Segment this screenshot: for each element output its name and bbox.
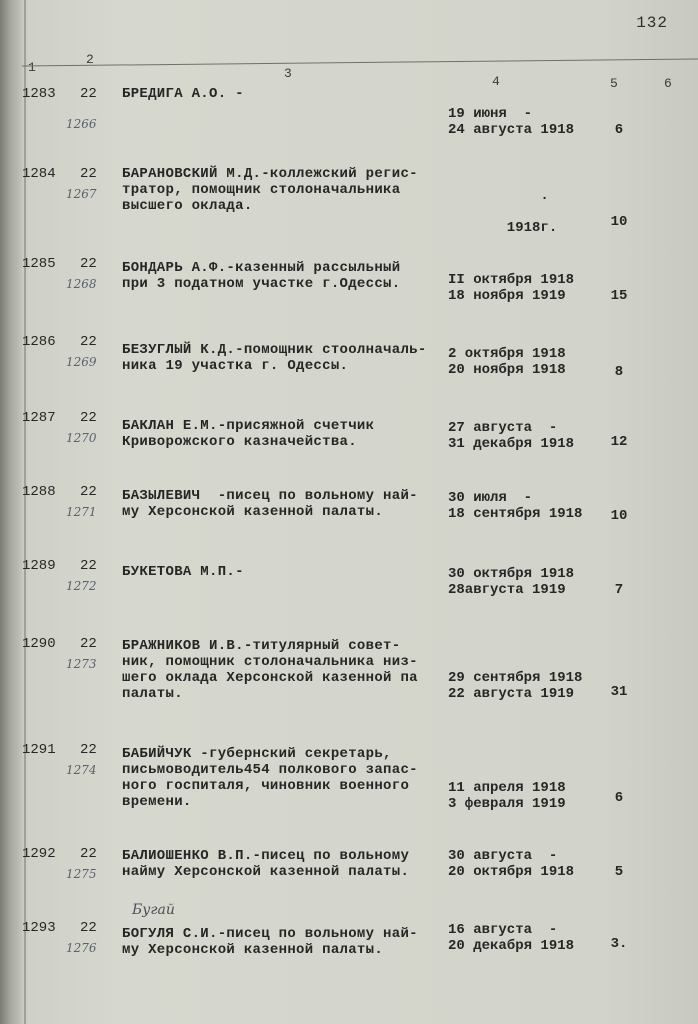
- inventory-number: 1274: [66, 763, 97, 777]
- record-description: БАЛИОШЕНКО В.П.-писец по вольному найму Херсонской казенной палаты.: [122, 848, 410, 880]
- inventory-number: 1272: [66, 579, 97, 593]
- sheet-count: 15: [610, 288, 628, 304]
- inventory-number: 1271: [66, 505, 97, 519]
- inventory-number: 1275: [66, 867, 97, 881]
- record-number: 1288: [22, 484, 56, 500]
- fond-number: 22: [80, 920, 97, 936]
- column-header-6: 6: [664, 76, 672, 91]
- record-description: БУКЕТОВА М.П.-: [122, 564, 244, 580]
- record-description: БАРАНОВСКИЙ М.Д.-коллежский регис- тратор, помощник столоначальника высшего оклада.: [122, 166, 418, 214]
- sheet-count: 10: [610, 508, 628, 524]
- fond-number: 22: [80, 636, 97, 652]
- record-description: БРАЖНИКОВ И.В.-титулярный совет- ник, помощник столоначальника низ- шего оклада Херсонской казенной па палаты.: [122, 638, 418, 702]
- sheet-count: 12: [610, 434, 628, 450]
- margin-line: [24, 0, 26, 1024]
- fond-number: 22: [80, 334, 97, 350]
- record-dates: 30 августа - 20 октября 1918: [448, 848, 575, 880]
- inventory-number: 1269: [66, 355, 97, 369]
- record-number: 1287: [22, 410, 56, 426]
- record-number: 1292: [22, 846, 56, 862]
- record-dates: . 1918г.: [506, 188, 558, 236]
- column-header-2: 2: [86, 52, 94, 67]
- record-number: 1290: [22, 636, 56, 652]
- fond-number: 22: [80, 558, 97, 574]
- fond-number: 22: [80, 256, 97, 272]
- sheet-count: 3.: [610, 936, 628, 952]
- fond-number: 22: [80, 86, 97, 102]
- sheet-count: 10: [610, 214, 628, 230]
- inventory-number: 1266: [66, 117, 97, 131]
- record-number: 1286: [22, 334, 56, 350]
- record-dates: 19 июня - 24 августа 1918: [448, 106, 575, 138]
- record-description: БОНДАРЬ А.Ф.-казенный рассыльный при 3 податном участке г.Одессы.: [122, 260, 401, 292]
- sheet-count: 6: [614, 790, 624, 806]
- record-description: БРЕДИГА А.О. -: [122, 86, 244, 102]
- record-description: БЕЗУГЛЫЙ К.Д.-помощник стоолначаль- ника 19 участка г. Одессы.: [122, 342, 427, 374]
- sheet-count: 5: [614, 864, 624, 880]
- record-dates: 11 апреля 1918 3 февраля 1919: [448, 780, 566, 812]
- record-dates: 2 октября 1918 20 ноября 1918: [448, 346, 566, 378]
- sheet-count: 7: [614, 582, 624, 598]
- record-dates: II октября 1918 18 ноября 1919: [448, 272, 575, 304]
- page-number: 132: [636, 14, 668, 32]
- inventory-number: 1276: [66, 941, 97, 955]
- record-dates: 27 августа - 31 декабря 1918: [448, 420, 575, 452]
- fond-number: 22: [80, 166, 97, 182]
- record-description: БАКЛАН Е.М.-присяжной счетчик Криворожского казначейства.: [122, 418, 375, 450]
- column-header-1: 1: [28, 60, 36, 75]
- sheet-count: 6: [614, 122, 624, 138]
- sheet-count: 8: [614, 364, 624, 380]
- sheet-count: 31: [610, 684, 628, 700]
- record-number: 1293: [22, 920, 56, 936]
- column-header-5: 5: [610, 76, 618, 91]
- record-description: БАЗЫЛЕВИЧ -писец по вольному най- му Херсонской казенной палаты.: [122, 488, 418, 520]
- header-rule: [22, 58, 698, 66]
- record-description: БАБИЙЧУК -губернский секретарь, письмоводитель454 полкового запас- ного госпиталя, чиновник военного времени.: [122, 746, 418, 810]
- record-number: 1285: [22, 256, 56, 272]
- inventory-number: 1273: [66, 657, 97, 671]
- column-header-4: 4: [492, 74, 500, 89]
- inventory-number: 1270: [66, 431, 97, 445]
- inventory-number: 1267: [66, 187, 97, 201]
- fond-number: 22: [80, 742, 97, 758]
- record-dates: 29 сентября 1918 22 августа 1919: [448, 670, 583, 702]
- binding-edge: [0, 0, 22, 1024]
- record-description: БОГУЛЯ С.И.-писец по вольному най- му Херсонской казенной палаты.: [122, 926, 418, 958]
- record-number: 1283: [22, 86, 56, 102]
- column-header-3: 3: [284, 66, 292, 81]
- record-dates: 30 октября 1918 28августа 1919: [448, 566, 575, 598]
- record-dates: 30 июля - 18 сентября 1918: [448, 490, 583, 522]
- fond-number: 22: [80, 846, 97, 862]
- record-dates: 16 августа - 20 декабря 1918: [448, 922, 575, 954]
- record-number: 1284: [22, 166, 56, 182]
- pencil-note: Бугай: [132, 902, 175, 918]
- fond-number: 22: [80, 484, 97, 500]
- fond-number: 22: [80, 410, 97, 426]
- inventory-number: 1268: [66, 277, 97, 291]
- record-number: 1291: [22, 742, 56, 758]
- record-number: 1289: [22, 558, 56, 574]
